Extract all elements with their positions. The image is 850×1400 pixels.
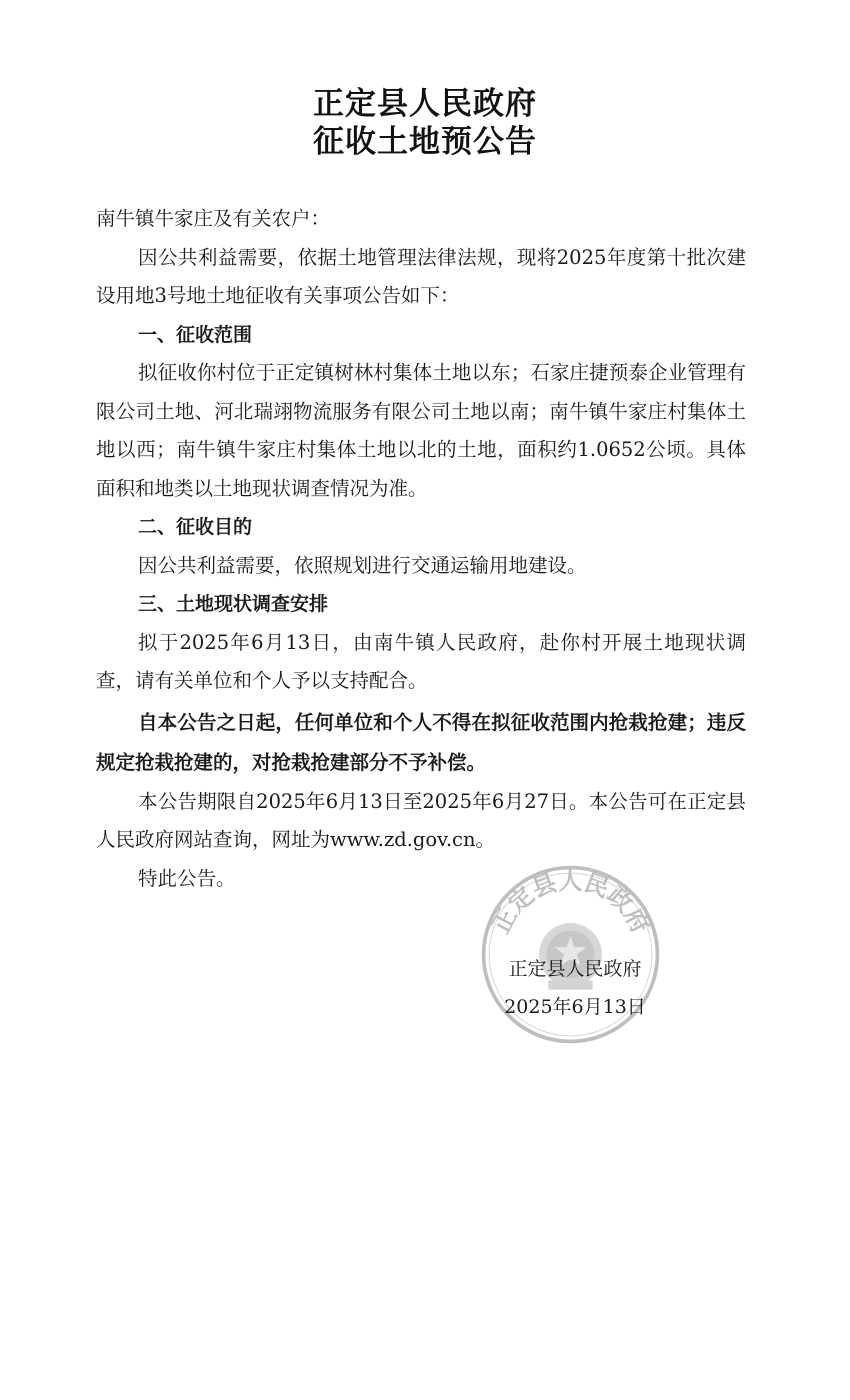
document-body (96, 200, 746, 898)
section1-heading: 一、征收范围 (138, 323, 253, 346)
seal-ring-text: 正定县人民政府 (486, 866, 655, 939)
section3-heading: 三、土地现状调查安排 (138, 593, 329, 615)
signature-organization: 正定县人民政府 (508, 958, 642, 980)
signature-block (470, 950, 680, 1026)
section2-heading: 二、征收目的 (138, 516, 253, 538)
intro-paragraph: 因公共利益需要，依据土地管理法律法规，现将2025年度第十批次建设用地3号地土地征收有关事项公告如下： (96, 245, 746, 307)
signature-date: 2025年6月13日 (504, 996, 646, 1018)
warning-paragraph: 自本公告之日起，任何单位和个人不得在拟征收范围内抢栽抢建；违反规定抢栽抢建的，对抢栽抢建部分不予补偿。 (96, 710, 746, 774)
document-title-line2: 征收土地预公告 (313, 124, 537, 160)
closing-line: 特此公告。 (138, 866, 236, 890)
addressee: 南牛镇牛家庄及有关农户： (96, 207, 331, 230)
section2-paragraph: 因公共利益需要，依照规划进行交通运输用地建设。 (138, 553, 587, 577)
section1-paragraph: 拟征收你村位于正定镇树林村集体土地以东；石家庄捷预泰企业管理有限公司土地、河北瑞翊物流服务有限公司土地以南；南牛镇牛家庄村集体土地以西；南牛镇牛家庄村集体土地以北的土地，面积约1.0652公顷。具体面积和地类以土地现状调查情况为准。 (96, 361, 746, 500)
period-paragraph: 本公告期限自2025年6月13日至2025年6月27日。本公告可在正定县人民政府网站查询，网址为www.zd.gov.cn。 (96, 789, 746, 851)
section3-paragraph: 拟于2025年6月13日，由南牛镇人民政府，赴你村开展土地现状调查，请有关单位和个人予以支持配合。 (96, 630, 746, 692)
document-title-line1: 正定县人民政府 (313, 86, 537, 122)
